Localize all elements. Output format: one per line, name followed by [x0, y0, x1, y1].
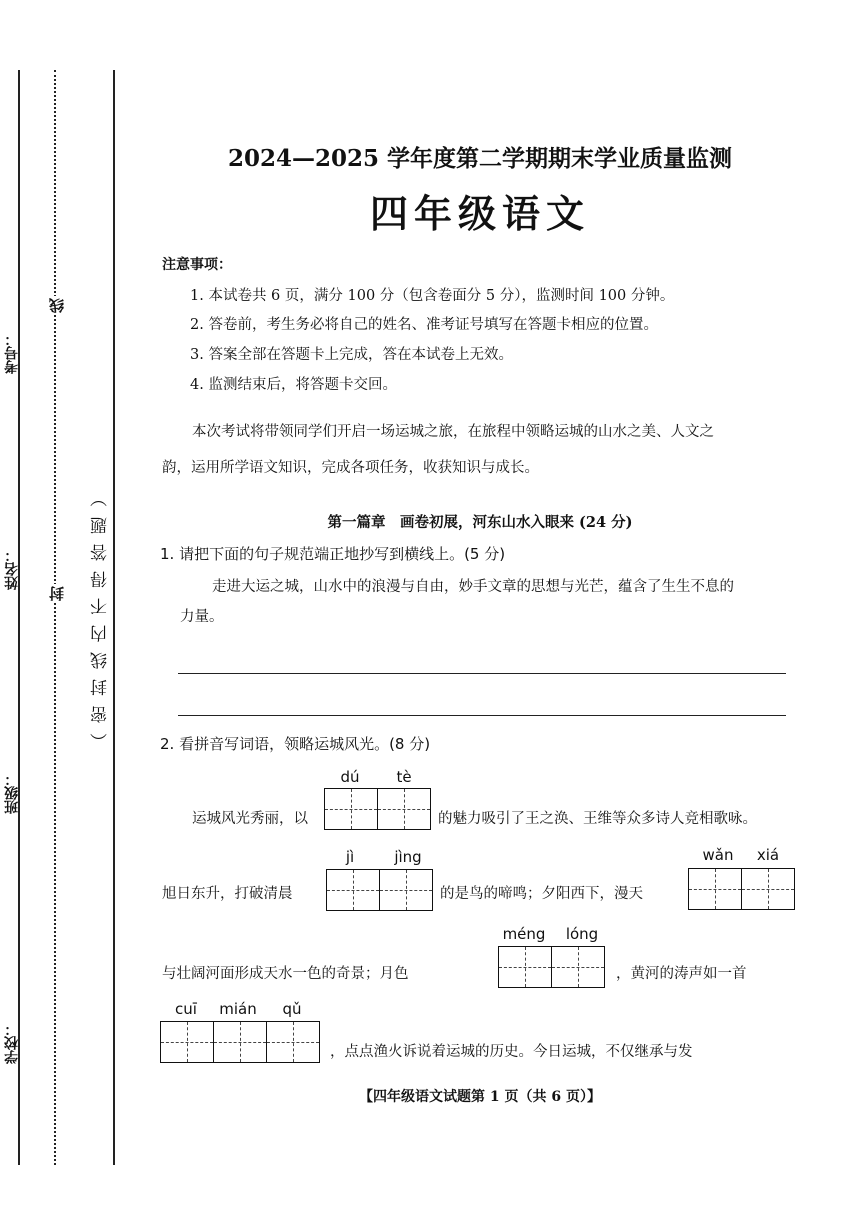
- chapter-title: 第一篇章 画卷初展，河东山水入眼来 (24 分): [327, 514, 633, 531]
- intro-line-2: 韵，运用所学语文知识，完成各项任务，收获知识与成长。: [162, 460, 539, 476]
- writing-grid-wanxia[interactable]: [688, 868, 795, 910]
- copy-sentence-line-1: 走进大运之城，山水中的浪漫与自由，妙手文章的思想与光芒，蕴含了生生不息的: [212, 579, 734, 595]
- grid-cell[interactable]: [266, 1022, 319, 1062]
- pinyin-label: tè: [396, 768, 412, 786]
- grid-cell[interactable]: [551, 947, 604, 987]
- q2-text: 的是鸟的啼鸣；夕阳西下，漫天: [440, 886, 643, 902]
- q2-text: ，点点渔火诉说着运城的历史。今日运城，不仅继承与发: [330, 1044, 693, 1060]
- notice-title: 注意事项：: [162, 257, 232, 273]
- grid-cell[interactable]: [377, 789, 430, 829]
- notice-item: 4. 监测结束后，将答题卡交回。: [190, 377, 397, 393]
- exam-number-label: 考号：: [4, 332, 20, 374]
- grid-cell[interactable]: [213, 1022, 266, 1062]
- grid-cell[interactable]: [161, 1022, 213, 1062]
- grid-cell[interactable]: [689, 869, 741, 909]
- seal-char-feng: 封: [48, 586, 66, 601]
- pinyin-label: lóng: [565, 925, 599, 943]
- pinyin-label: dú: [340, 768, 360, 786]
- seal-line-note: （密封线内不得答题）: [91, 480, 111, 750]
- writing-grid-menglong[interactable]: [498, 946, 605, 988]
- pinyin-label: méng: [502, 925, 546, 943]
- q2-text: 的魅力吸引了王之涣、王维等众多诗人竞相歌咏。: [438, 811, 757, 827]
- writing-grid-jijing[interactable]: [326, 869, 433, 911]
- question-2-prompt: 2. 看拼音写词语，领略运城风光。(8 分): [160, 735, 431, 753]
- class-label: 班级：: [4, 772, 20, 814]
- answer-line-2[interactable]: [178, 715, 786, 716]
- notice-item: 1. 本试卷共 6 页，满分 100 分（包含卷面分 5 分），监测时间 100 分钟。: [190, 288, 675, 304]
- notice-item: 3. 答案全部在答题卡上完成，答在本试卷上无效。: [190, 347, 513, 363]
- question-1-prompt: 1. 请把下面的句子规范端正地抄写到横线上。(5 分): [160, 545, 506, 563]
- answer-line-1[interactable]: [178, 673, 786, 674]
- pinyin-label: cuī: [175, 1000, 197, 1018]
- writing-grid-dute[interactable]: [324, 788, 431, 830]
- grid-cell[interactable]: [499, 947, 551, 987]
- intro-line-1: 本次考试将带领同学们开启一场运城之旅，在旅程中领略运城的山水之美、人文之: [192, 424, 714, 440]
- q2-text: 与壮阔河面形成天水一色的奇景；月色: [162, 966, 409, 982]
- exam-title: 2024—2025 学年度第二学期期末学业质量监测: [227, 145, 733, 172]
- pinyin-label: jìng: [394, 848, 422, 866]
- subject-title: 四年级语文: [369, 191, 590, 236]
- q2-text: 旭日东升，打破清晨: [162, 886, 293, 902]
- pinyin-label: wǎn: [702, 846, 734, 864]
- grid-cell[interactable]: [379, 870, 432, 910]
- grid-cell[interactable]: [741, 869, 794, 909]
- name-label: 姓名：: [4, 548, 20, 590]
- writing-grid-cuimianqu[interactable]: [160, 1021, 320, 1063]
- page-footer: 【四年级语文试题第 1 页（共 6 页）】: [359, 1089, 601, 1105]
- pinyin-label: jì: [345, 848, 355, 866]
- seal-char-xian: 线: [48, 298, 66, 313]
- grid-cell[interactable]: [327, 870, 379, 910]
- copy-sentence-line-2: 力量。: [180, 609, 224, 625]
- pinyin-label: qǔ: [282, 1000, 302, 1018]
- grid-cell[interactable]: [325, 789, 377, 829]
- school-label: 学校：: [4, 1022, 20, 1064]
- q2-text: ，黄河的涛声如一首: [616, 966, 747, 982]
- pinyin-label: mián: [219, 1000, 257, 1018]
- pinyin-label: xiá: [756, 846, 780, 864]
- notice-item: 2. 答卷前，考生务必将自己的姓名、准考证号填写在答题卡相应的位置。: [190, 317, 658, 333]
- q2-text: 运城风光秀丽，以: [192, 811, 308, 827]
